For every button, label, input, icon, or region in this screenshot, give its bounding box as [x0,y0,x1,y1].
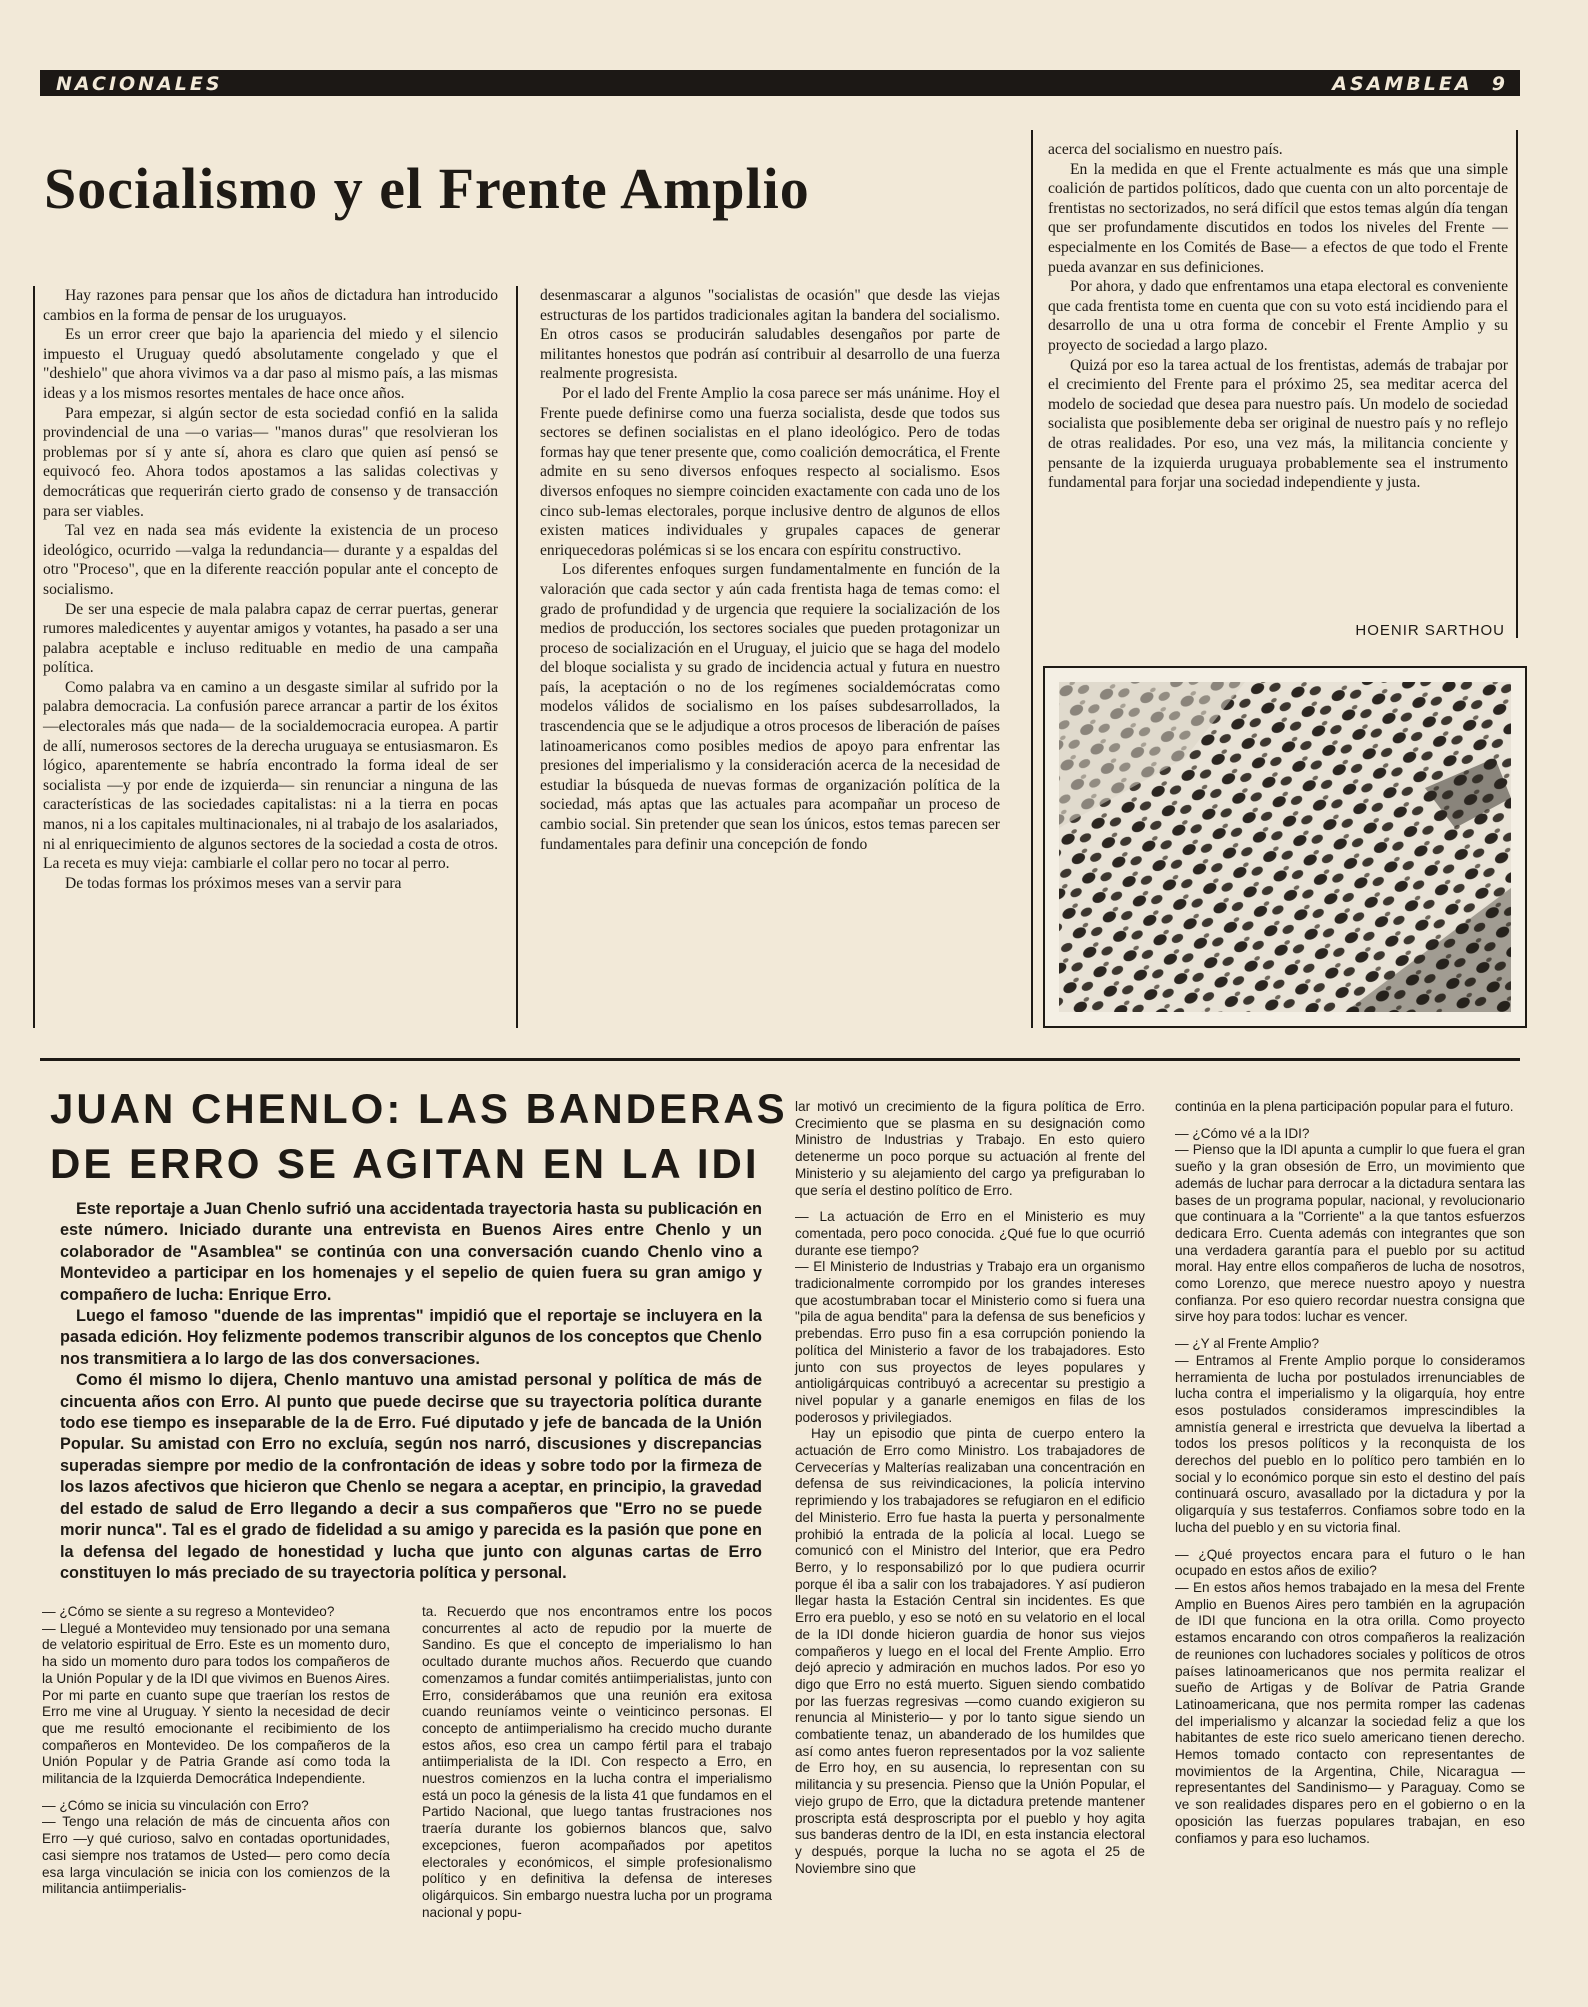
interview-column-1 [42,1604,390,1989]
answer: — Entramos al Frente Amplio porque lo consideramos herramienta de lucha por postulados irrenunciables de lucha contra el imperialismo y la oligarquía, hoy entre esos postulados consideramos imprescindibles la amnistía general e irrestricta que devuelva la libertad a todos los presos políticos y la reconquista de los derechos del pueblo en lo político pero también en lo social y lo económico porque sin esto el destino del país continuará oscuro, avasallado por la dictadura y por la oligarquía y sus testaferros. Confiamos sobre todo en la lucha del pueblo y en su victoria final. [1175,1352,1525,1535]
paragraph: En la medida en que el Frente actualmente es más que una simple coalición de partidos políticos, dado que cuenta con un alto porcentaje de frentistas no sectorizados, no será difícil que estos temas algún día tengan que ser profundamente discutidos en todos los niveles del Frente —especialmente en los Comités de Base— a efectos de que todo el Frente pueda avanzar en sus definiciones. [1048,160,1508,276]
paragraph: Es un error creer que bajo la apariencia del miedo y el silencio impuesto el Uruguay quedó absolutamente congelado y que el "deshielo" que ahora vivimos va a dar paso al mismo país, a las mismas ideas y a los mismos resortes mentales de hace once años. [43,326,498,402]
crowd-photo-image [1045,668,1525,1026]
section-label: NACIONALES [56,73,223,95]
paragraph: acerca del socialismo en nuestro país. [1048,141,1283,158]
paragraph: De ser una especie de mala palabra capaz de cerrar puertas, generar rumores maledicentes y auyentar amigos y votantes, ha pasado a ser una palabra aceptable e incluso redituable en medio de una campaña política. [43,600,498,677]
paragraph: Quizá por eso la tarea actual de los frentistas, además de trabajar por el crecimiento del Frente para el próximo 25, sea meditar acerca del modelo de sociedad que desea para nuestro país. Un modelo de sociedad socialista que posiblemente deba ser original de nuestro país y no reflejo de otras realidades. Por eso, una vez más, la militancia conciente y pensante de la izquierda uruguaya probablemente sea el instrumento fundamental para forjar una sociedad independiente y justa. [1048,356,1508,492]
answer: — Tengo una relación de más de cincuenta años con Erro —y qué curioso, salvo en contadas oportunidades, casi siempre nos tratamos de Usted— pero como decía esa larga vinculación se inicia con los comienzos de la militancia antiimperialis- [42,1814,390,1897]
interview-title-line2: DE ERRO SE AGITAN EN LA IDI [50,1140,760,1187]
paragraph: desenmascarar a algunos "socialistas de ocasión" que desde las viejas estructuras de los partidos tradicionales agitan la bandera del socialismo. En otros casos se producirán saludables desengaños por parte de militantes honestos que podrán así contribuir al desarrollo de una fuerza realmente progresista. [540,287,1000,383]
column-rule-far-right [1516,130,1518,638]
article-column-1 [43,286,498,1028]
page-number: 9 [1491,73,1508,95]
article-column-3 [1048,140,1508,610]
column-rule-left [33,286,35,1028]
interview-intro [60,1199,762,1582]
paragraph: Por ahora, y dado que enfrentamos una etapa electoral es conveniente que cada frentista tome en cuenta que con su voto está incidiendo para el desarrollo de una u otra forma de concebir el Frente Amplio y su proyecto de sociedad a largo plazo. [1048,278,1508,354]
intro-paragraph: Este reportaje a Juan Chenlo sufrió una accidentada trayectoria hasta su publicación en este número. Iniciado durante una entrevista en Buenos Aires entre Chenlo y un colaborador de "Asamblea" se continúa con una conversación cuando Chenlo vino a Montevideo a participar en los homenajes y el sepelio de quien fuera su gran amigo y compañero de lucha: Enrique Erro. [60,1200,762,1304]
crowd-photo [1043,666,1527,1028]
paragraph: Para empezar, si algún sector de esta sociedad confió en la salida provindencial de una —o varias— "manos duras" que resolvieran los problemas por sí y ante sí, ahora es claro que quien así pensó se equivocó feo. Ahora todos apostamos a las salidas colectivas y democráticas que requerirán cierto grado de consenso y de transacción para ser viables. [43,404,498,520]
paragraph: Como palabra va en camino a un desgaste similar al sufrido por la palabra democracia. La confusión parece arrancar a partir de los éxitos —electorales más que nada— de la socialdemocracia europea. A partir de allí, numerosos sectores de la derecha uruguaya se entusiasmaron. Es lógico, aparentemente se habría encontrado la forma ideal de ser socialista —y por ende de izquierda— sin renunciar a ninguna de las características de las sociedades capitalistas: ni a la tierra en pocas manos, ni a los capitales multinacionales, ni al trabajo de los asalariados, ni al enriquecimiento de algunos sectores de la sociedad a costa de otros. La receta es muy vieja: cambiarle el collar pero no tocar al perro. [43,678,498,873]
section-header-bar [40,70,1520,96]
answer: — El Ministerio de Industrias y Trabajo era un organismo tradicionalmente corrompido por los grandes intereses que acostumbraban tocar el Ministerio como si fuera una "pila de agua bendita" para la defensa de sus beneficios y prebendas. Erro puso fin a esa corrupción poniendo la política del Ministerio a favor de los trabajadores. Esto junto con sus proyectos de leyes populares y antioligárquicas contribuyó a acrecentar su prestigio a nivel popular y a ganarle enemigos en filas de los poderosos y privilegiados. [795,1259,1145,1425]
masthead-page [1332,73,1508,95]
question: — La actuación de Erro en el Ministerio es muy comentada, pero poco conocida. ¿Qué fue lo que ocurrió durante ese tiempo? [795,1209,1145,1258]
question: — ¿Cómo se inicia su vinculación con Erro? [42,1797,309,1813]
paragraph: Hay razones para pensar que los años de dictadura han introducido cambios en la forma de pensar de los uruguayos. [43,287,498,324]
answer: — Llegué a Montevideo muy tensionado por una semana de velatorio espiritual de Erro. Este es un momento duro, ha sido un momento duro para todos los compañeros de la Unión Popular y de la IDI que vivimos en Buenos Aires. Por mi parte en cuanto supe que traerían los restos de Erro me vine al Uruguay. Y siento la necesidad de decir que me resultó emocionante el recibimiento de los compañeros en Montevideo. De los compañeros de la Unión Popular y de Patria Grande así como toda la militancia de la Izquierda Democrática Independiente. [42,1620,390,1787]
article-author: HOENIR SARTHOU [1355,622,1505,639]
masthead-label: ASAMBLEA [1332,73,1473,95]
paragraph: Los diferentes enfoques surgen fundamentalmente en función de la valoración que cada sector y aún cada frentista haga de temas como: el grado de profundidad y de urgencia que requiere la socialización de los medios de producción, los sectores sociales que pueden protagonizar un proceso de socialización en el Uruguay, el juicio que se haga del modelo del bloque socialista y su grado de incidencia actual y futura en nuestro país, la aceptación o no de los regímenes socialdemócratas como modelos válidos de socialismo en los países subdesarrollados, la trascendencia que se le adjudique a otros procesos de liberación de países latinoamericanos como posibles medios de apoyo para enfrentar las presiones del imperialismo y la consideración acerca de la necesidad de estudiar la búsqueda de nuevas formas de organización política de la sociedad, más aptas que las actuales para acompañar un proceso de cambio social. Sin pretender que sean los únicos, estos temas parecen ser fundamentales para definir una concepción de fondo [540,561,1000,853]
answer: Hay un episodio que pinta de cuerpo entero la actuación de Erro como Ministro. Los trabajadores de Cervecerías y Malterías realizaban una concentración en defensa de sus reivindicaciones, la policía intervino reprimiendo y los trabajadores se refugiaron en el edificio del Ministerio. Erro fue hasta la puerta y personalmente prohibió la entrada de la policía al local. Luego se comunicó con el Ministro del Interior, que era Pedro Berro, y lo responsabilizó por lo que pudiera ocurrir porque él iba a salir con los trabajadores. Y así pudieron llegar hasta la Estación Central sin incidentes. Es que Erro era pueblo, y eso se notó en su velatorio en el local de la IDI donde hicieron guardia de honor sus viejos compañeros y luego en el local del Frente Amplio. Erro dejó aprecio y admiración en muchos lados. Por eso yo digo que Erro no está muerto. Siguen siendo combatido por las fuerzas regresivas —como cuando exigieron su renuncia al Ministerio— y por lo tanto sigue siendo un combatiente tenaz, un abanderado de los humildes que así como antes fueron representados por la voz saliente de Erro hoy, en su ausencia, lo representan con su militancia y su presencia. Pienso que la Unión Popular, el viejo grupo de Erro, que la dictadura pretende mantener proscripta está desproscripta por el pueblo y hoy agita sus banderas dentro de la IDI, en esta instancia electoral y después, porque la lucha no se agota el 25 de Noviembre sino que [795,1426,1145,1876]
article-column-2 [540,286,1000,1028]
answer: ta. Recuerdo que nos encontramos entre los pocos concurrentes al acto de repudio por la muerte de Sandino. Es que el concepto de imperialismo lo han ocultado durante muchos años. Recuerdo que cuando comenzamos a fundar comités antiimperialistas, junto con Erro, considerábamos que una reunión era exitosa cuando reuníamos veinte o veinticinco personas. El concepto de antiimperialismo ha crecido mucho durante estos años, eso crea un campo fértil para el trabajo antiimperialista de la IDI. Con respecto a Erro, en nuestros comienzos en la lucha contra el imperialismo está un poco la génesis de la lista 41 que fundamos en el Partido Nacional, que luego tantas frustraciones nos traería durante los gobiernos blancos que, salvo excepciones, fueron acompañados por apetitos electorales y económicos, el simple profesionalismo político y en definitiva la defensa de intereses oligárquicos. Sin embargo nuestra lucha por un programa nacional y popu- [422,1604,772,1920]
interview-column-2 [422,1604,772,1989]
question: — ¿Cómo se siente a su regreso a Montevideo? [42,1604,335,1619]
interview-title-line1: JUAN CHENLO: LAS BANDERAS [50,1085,788,1132]
column-rule-right [1031,130,1033,1028]
question: — ¿Qué proyectos encara para el futuro o le han ocupado en estos años de exilio? [1175,1546,1525,1579]
answer: — Pienso que la IDI apunta a cumplir lo que fuera el gran sueño y la gran obsesión de Erro, un movimiento que además de luchar para derrocar a la dictadura sentara las bases de un programa popular, nacional, y revolucionario que continuara a la "Corriente" a la que tantos esfuerzos dedicara Erro. Cuenta además con integrantes que son una verdadera garantía para el pueblo por su actitud moral. Hay entre ellos compañeros de lucha de nosotros, como Lorenzo, que merece nuestro apoyo y nuestra confianza. Por eso quiero recordar nuestra consigna que sirve hoy para todos: luchar es vencer. [1175,1142,1525,1325]
interview-column-4 [1175,1099,1525,1989]
answer: — En estos años hemos trabajado en la mesa del Frente Amplio en Buenos Aires pero también en la agrupación de IDI que funciona en la otra orilla. Como proyecto estamos encarando con otros compañeros la realización de reuniones con luchadores sociales y políticos de otros países latinoamericanos que nos permita realizar el sueño de Artigas y de Bolívar de Patria Grande Latinoamericana, que nos permita romper las cadenas del imperialismo y alcanzar la sociedad feliz a que los habitantes de este rico suelo americano tienen derecho. Hemos tomado contacto con representantes de movimientos de la Argentina, Chile, Nicaragua —representantes del Sandinismo— y Paraguay. Como se ve son realidades dispares pero en el gobierno o en la oposición las fuerzas populares trabajan, en eso confiamos y para eso luchamos. [1175,1579,1525,1846]
interview-column-3 [795,1099,1145,1989]
intro-paragraph: Como él mismo lo dijera, Chenlo mantuvo una amistad personal y política de más de cincuenta años con Erro. Al punto que puede decirse que su trayectoria política durante todo ese tiempo es inseparable de la de Erro. Fué diputado y jefe de bancada de la Unión Popular. Su amistad con Erro no excluía, según nos narró, discusiones y discrepancias superadas siempre por medio de la confrontación de ideas y sobre todo por la firmeza de los lazos afectivos que hicieron que Chenlo se negara a aceptar, en principio, la gravedad del estado de salud de Erro llegando a decir a sus compañeros que "Erro no se puede morir nunca". Tal es el grado de fidelidad a su amigo y parecida es la pasión que pone en la defensa del legado de honestidad y lucha que junto con algunas cartas de Erro constituyen lo más preciado de su trayectoria política y personal. [60,1371,762,1582]
answer: continúa en la plena participación popular para el futuro. [1175,1099,1514,1114]
section-divider [40,1058,1520,1061]
paragraph: Tal vez en nada sea más evidente la existencia de un proceso ideológico, ocurrido —valga la redundancia— durante y a espaldas del otro "Proceso", que en la diferente reacción popular ante el concepto de socialismo. [43,522,498,598]
column-rule-middle [516,286,518,1028]
paragraph: Por el lado del Frente Amplio la cosa parece ser más unánime. Hoy el Frente puede definirse como una fuerza socialista, desde que todos sus sectores se definen socialistas en el plano ideológico. Pero de todas formas hay que tener presente que, como coalición democrática, el Frente admite en su seno diversos enfoques respecto al socialismo. Esos diversos enfoques no siempre coinciden exactamente con cada uno de los cinco sub-lemas electorales, porque inclusive dentro de algunos de ellos existen matices individuales y grupales capaces de generar enriquecedoras polémicas si se los encara con espíritu constructivo. [540,384,1000,559]
intro-paragraph: Luego el famoso "duende de las imprentas" impidió que el reportaje se incluyera en la pasada edición. Hoy felizmente podemos transcribir algunos de los conceptos que Chenlo nos transmitiera a lo largo de las dos conversaciones. [60,1307,762,1368]
article-title: Socialismo y el Frente Amplio [44,156,810,221]
paragraph: De todas formas los próximos meses van a servir para [65,874,402,892]
question: — ¿Cómo vé a la IDI? [1175,1125,1310,1141]
answer: lar motivó un crecimiento de la figura política de Erro. Crecimiento que se plasma en su designación como Ministro de Industrias y Trabajo. En esto quiero detenerme un poco porque su actuación al frente del Ministerio y su alejamiento del cargo ya prefiguraban lo que sería el destino político de Erro. [795,1099,1145,1198]
question: — ¿Y al Frente Amplio? [1175,1336,1320,1352]
